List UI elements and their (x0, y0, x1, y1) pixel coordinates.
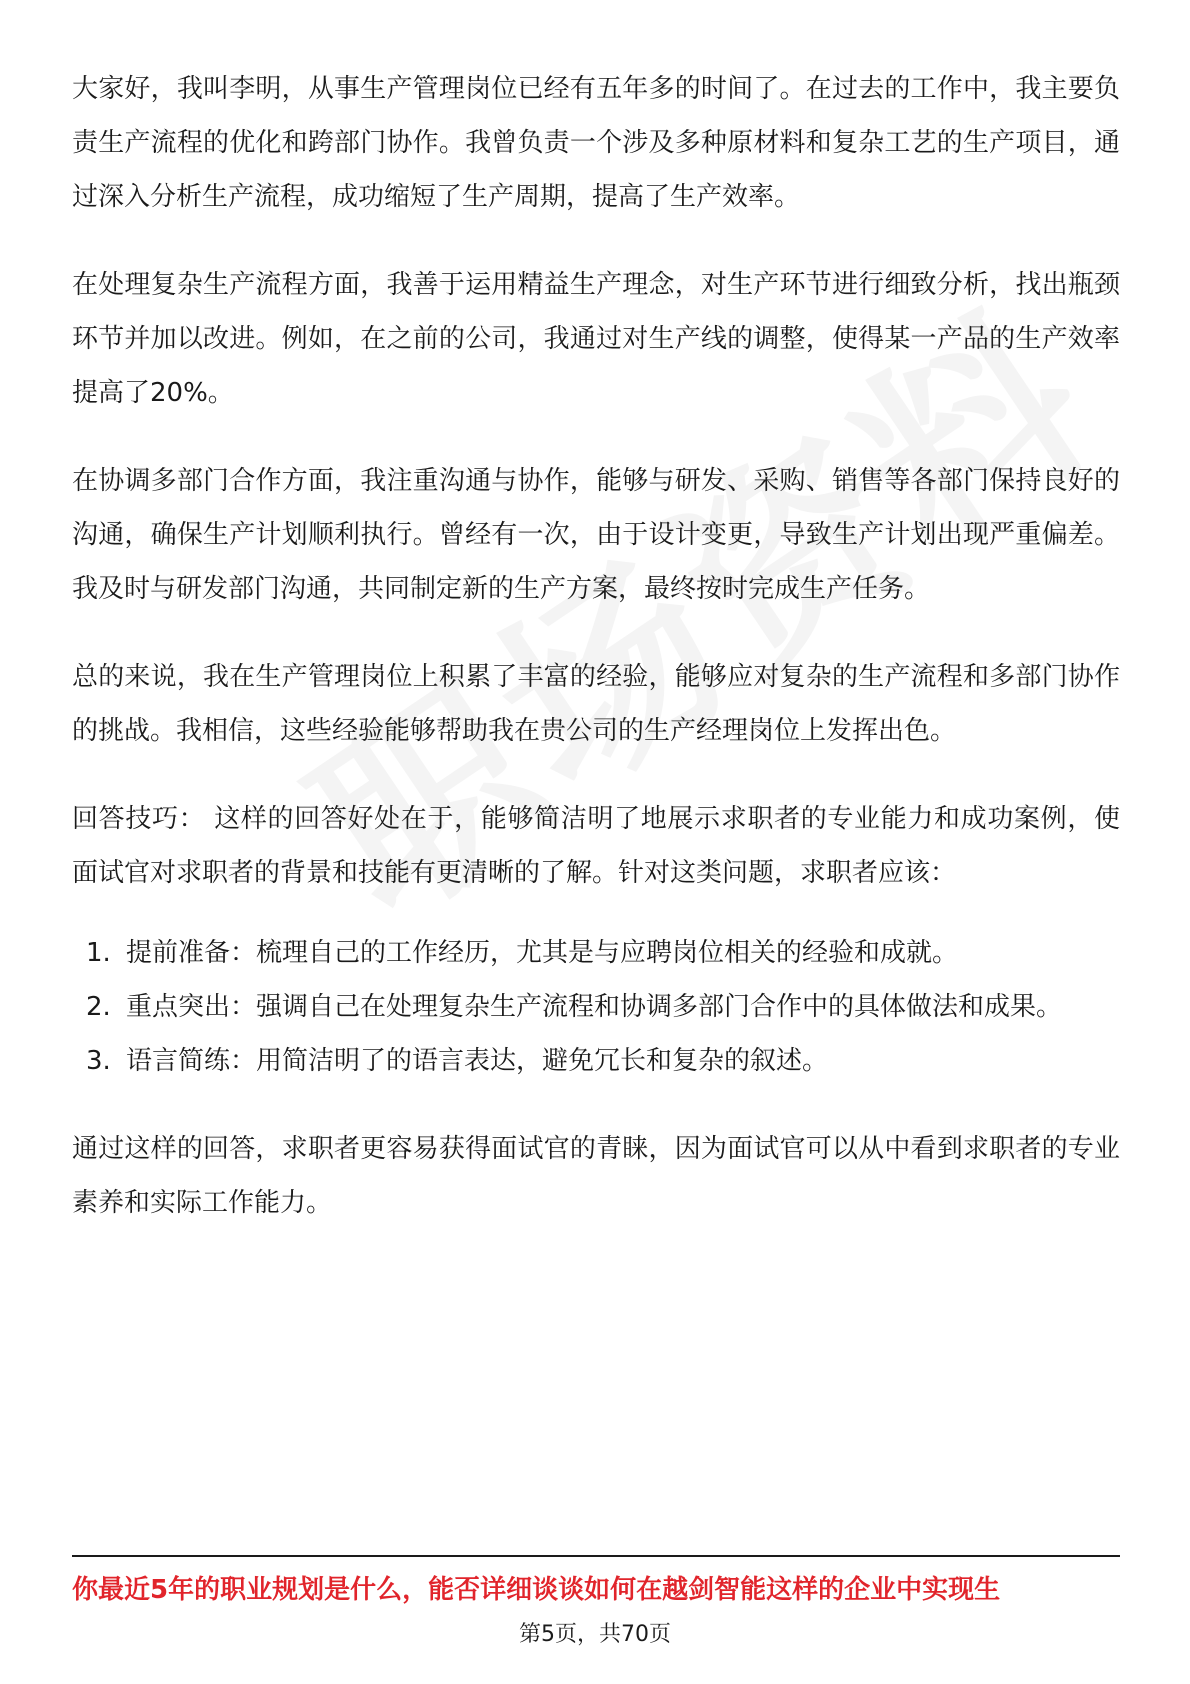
answer-paragraph: 在协调多部门合作方面，我注重沟通与协作，能够与研发、采购、销售等各部门保持良好的沟通，确保生产计划顺利执行。曾经有一次，由于设计变更，导致生产计划出现严重偏差。我及时与研发部门沟通，共同制定新的生产方案，最终按时完成生产任务。 (72, 466, 1120, 604)
next-question-heading: 你最近5年的职业规划是什么，能否详细谈谈如何在越剑智能这样的企业中实现生 (72, 1575, 1001, 1605)
list-number: 1. (86, 938, 111, 968)
answer-paragraph: 总的来说，我在生产管理岗位上积累了丰富的经验，能够应对复杂的生产流程和多部门协作的挑战。我相信，这些经验能够帮助我在贵公司的生产经理岗位上发挥出色。 (72, 662, 1120, 746)
list-item (72, 926, 1120, 980)
list-number: 3. (86, 1046, 111, 1076)
list-text: 语言简练：用简洁明了的语言表达，避免冗长和复杂的叙述。 (126, 1046, 829, 1076)
tips-list (72, 926, 1120, 1088)
closing-paragraph: 通过这样的回答，求职者更容易获得面试官的青睐，因为面试官可以从中看到求职者的专业素养和实际工作能力。 (72, 1134, 1120, 1218)
section-divider (72, 1555, 1120, 1557)
document-body (72, 62, 1120, 1230)
answer-paragraph: 大家好，我叫李明，从事生产管理岗位已经有五年多的时间了。在过去的工作中，我主要负责生产流程的优化和跨部门协作。我曾负责一个涉及多种原材料和复杂工艺的生产项目，通过深入分析生产流程，成功缩短了生产周期，提高了生产效率。 (72, 74, 1120, 212)
list-number: 2. (86, 992, 111, 1022)
list-text: 提前准备：梳理自己的工作经历，尤其是与应聘岗位相关的经验和成就。 (126, 938, 959, 968)
answer-tips: 回答技巧： 这样的回答好处在于，能够简洁明了地展示求职者的专业能力和成功案例，使面试官对求职者的背景和技能有更清晰的了解。针对这类问题，求职者应该： (72, 804, 1120, 888)
page-number: 第5页，共70页 (519, 1622, 671, 1647)
list-item (72, 980, 1120, 1034)
list-text: 重点突出：强调自己在处理复杂生产流程和协调多部门合作中的具体做法和成果。 (126, 992, 1063, 1022)
list-item (72, 1034, 1120, 1088)
answer-paragraph: 在处理复杂生产流程方面，我善于运用精益生产理念，对生产环节进行细致分析，找出瓶颈环节并加以改进。例如，在之前的公司，我通过对生产线的调整，使得某一产品的生产效率提高了20%。 (72, 270, 1120, 408)
